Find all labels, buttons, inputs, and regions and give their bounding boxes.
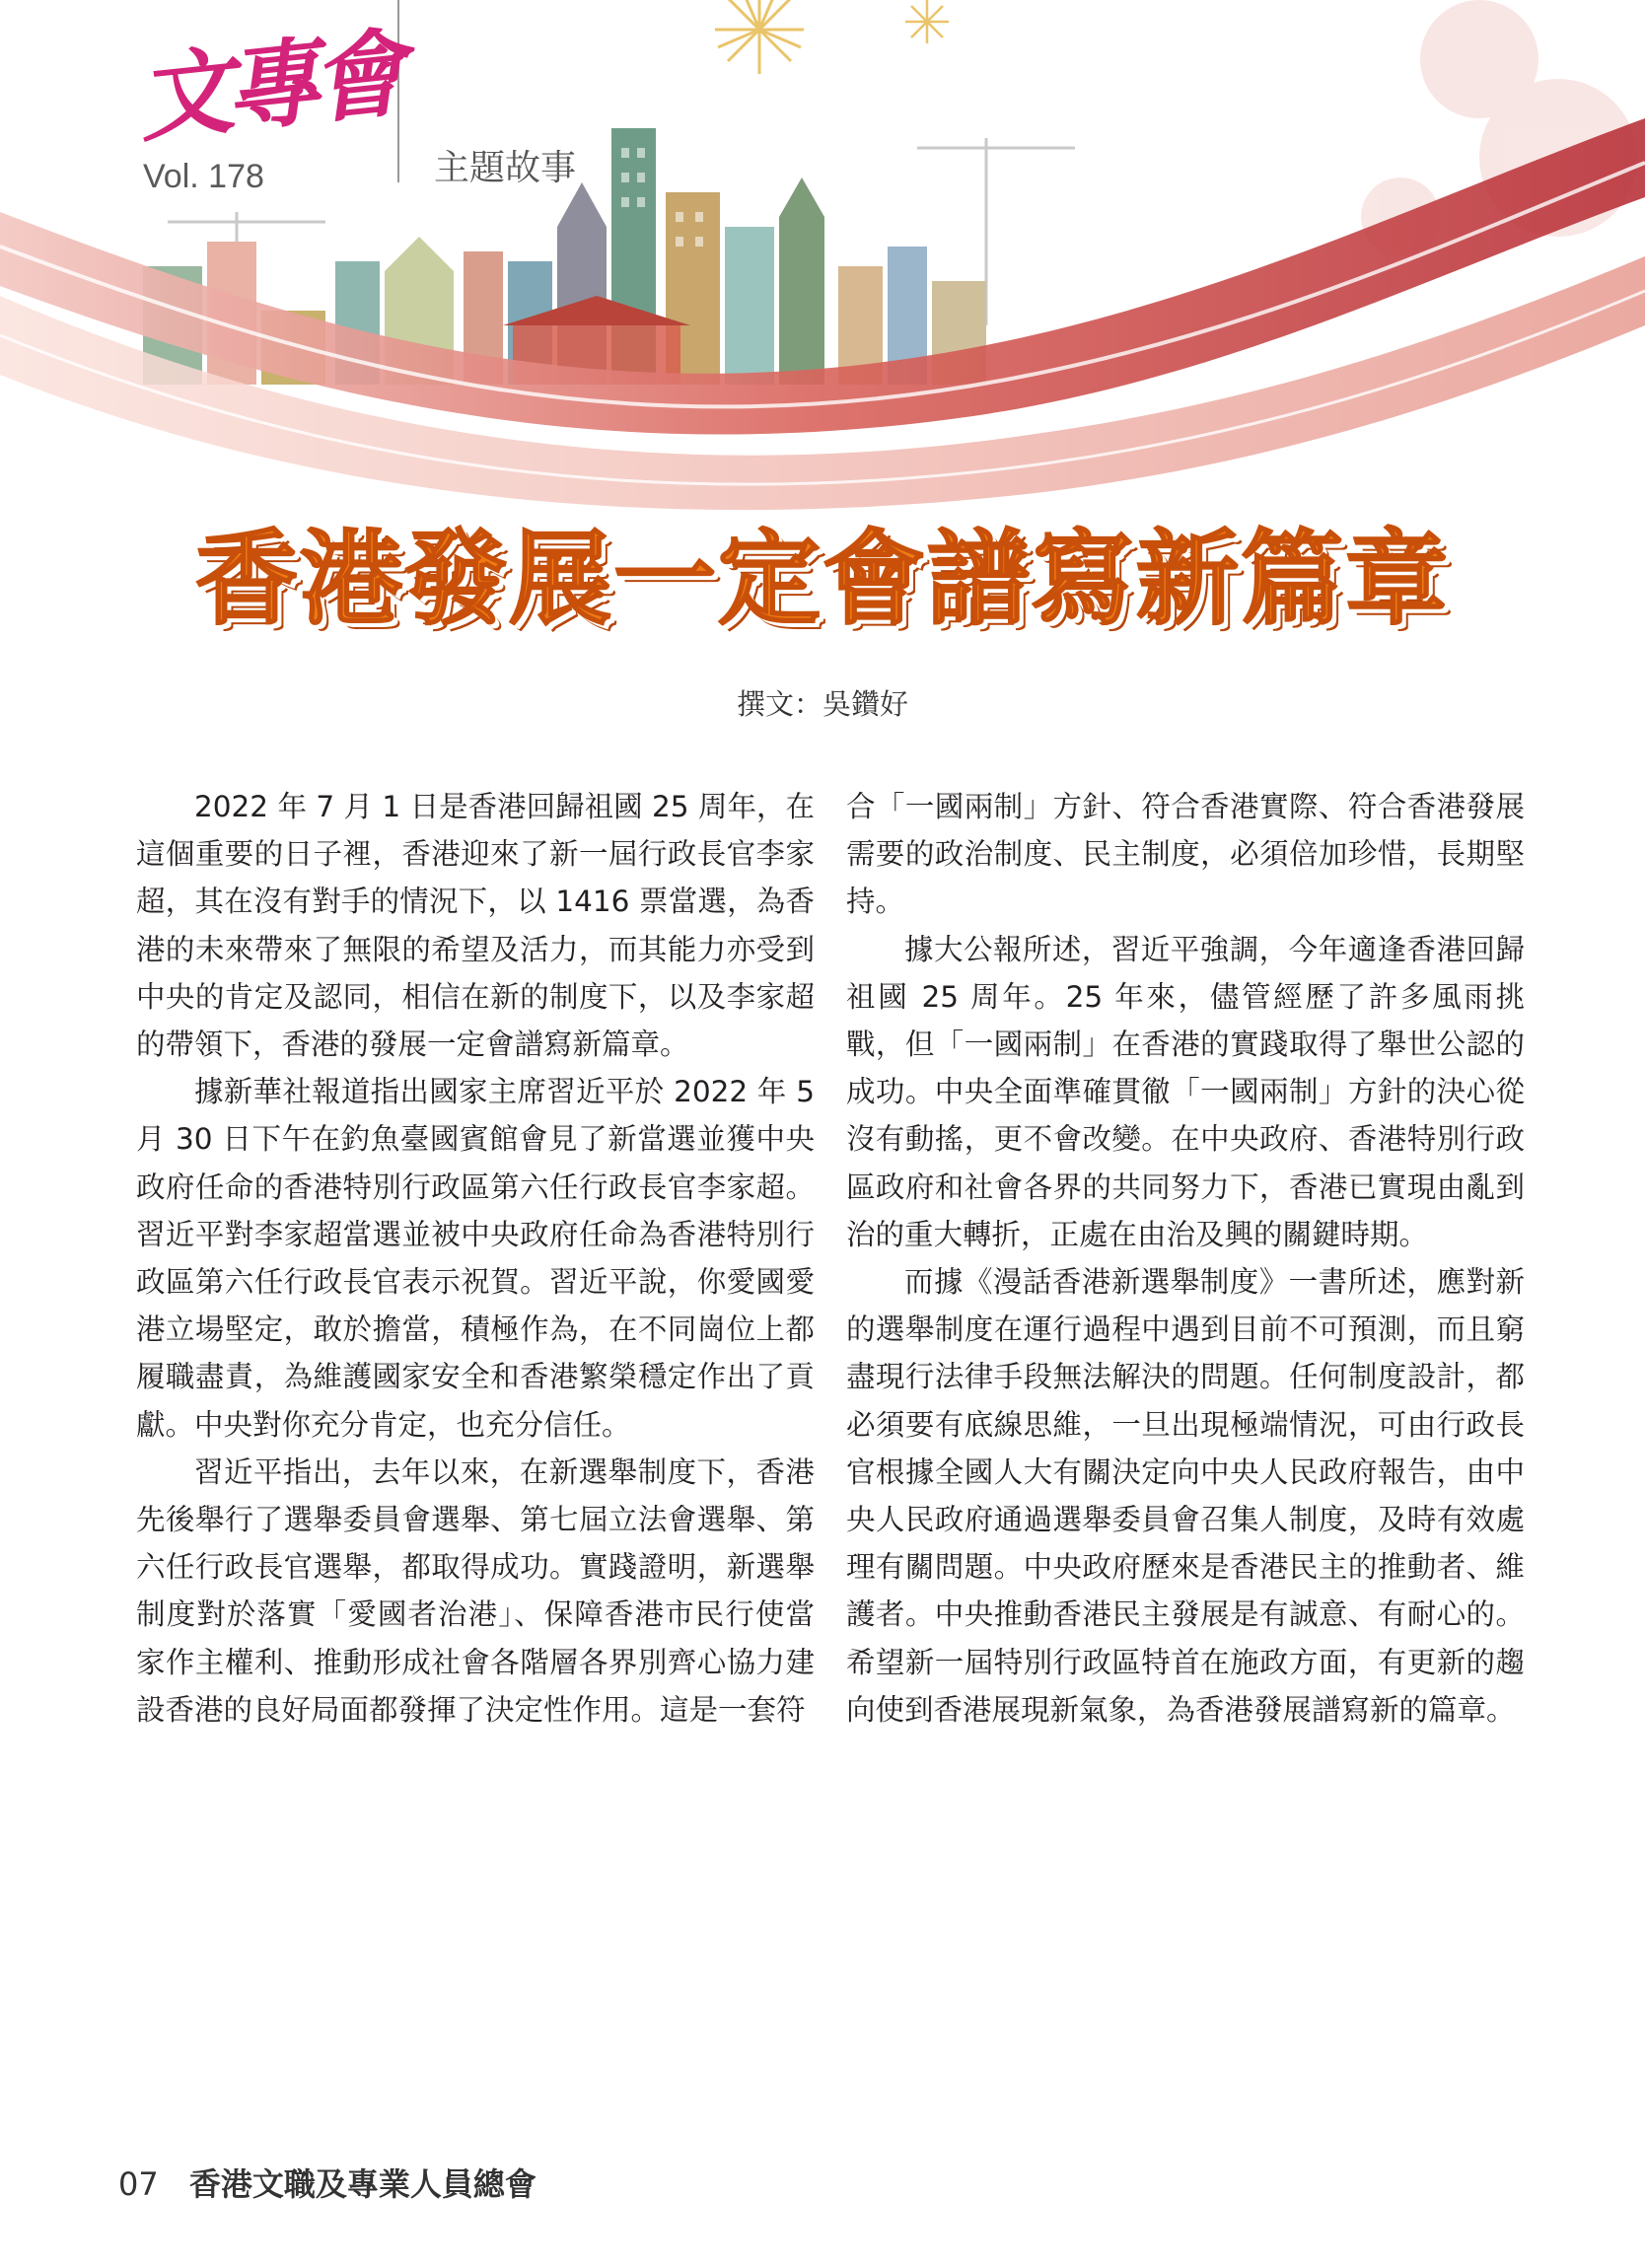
page-footer: [118, 2160, 536, 2205]
firework-icon: [715, 0, 949, 74]
volume-number: Vol. 178: [143, 158, 264, 195]
article-column-right: [846, 783, 1525, 1734]
paragraph-continuation: 合「一國兩制」方針、符合香港實際、符合香港發展需要的政治制度、民主制度，必須倍加珍惜，長期堅持。: [846, 790, 1525, 919]
paragraph: 據新華社報道指出國家主席習近平於 2022 年 5 月 30 日下午在釣魚臺國賓館會見了新當選並獲中央政府任命的香港特別行政區第六任行政長官李家超。習近平對李家超當選並被中央政府任命為香港特別行政區第六任行政長官表示祝賀。習近平說，你愛國愛港立場堅定，敢於擔當，積極作為，在不同崗位上都履職盡責，為維護國家安全和香港繁榮穩定作出了貢獻。中央對你充分肯定，也充分信任。: [136, 1075, 815, 1442]
magazine-logo: 文專會: [132, 17, 404, 156]
organization-name: 香港文職及專業人員總會: [188, 2165, 536, 2203]
paragraph: 而據《漫話香港新選舉制度》一書所述，應對新的選舉制度在運行過程中遇到目前不可預測，而且窮盡現行法律手段無法解決的問題。任何制度設計，都必須要有底線思維，一旦出現極端情況，可由行政長官根據全國人大有關決定向中央人民政府報告，由中央人民政府通過選舉委員會召集人制度，及時有效處理有關問題。中央政府歷來是香港民主的推動者、維護者。中央推動香港民主發展是有誠意、有耐心的。希望新一屆特別行政區特首在施政方面，有更新的趨向使到香港展現新氣象，為香港發展譜寫新的篇章。: [846, 1265, 1525, 1727]
article-column-left: [136, 783, 815, 1734]
paragraph: 據大公報所述，習近平強調，今年適逢香港回歸祖國 25 周年。25 年來，儘管經歷了許多風雨挑戰，但「一國兩制」在香港的實踐取得了舉世公認的成功。中央全面準確貫徹「一國兩制」方針的決心從沒有動搖，更不會改變。在中央政府、香港特別行政區政府和社會各界的共同努力下，香港已實現由亂到治的重大轉折，正處在由治及興的關鍵時期。: [846, 932, 1525, 1251]
paragraph: 習近平指出，去年以來，在新選舉制度下，香港先後舉行了選舉委員會選舉、第七屆立法會選舉、第六任行政長官選舉，都取得成功。實踐證明，新選舉制度對於落實「愛國者治港」、保障香港市民行使當家作主權利、推動形成社會各階層各界別齊心協力建設香港的良好局面都發揮了決定性作用。這是一套符: [136, 1454, 815, 1727]
byline: 撰文：吳鑽好: [736, 687, 908, 721]
article-title: 香港發展一定會譜寫新篇章: [194, 519, 1450, 639]
paragraph: 2022 年 7 月 1 日是香港回歸祖國 25 周年，在這個重要的日子裡，香港迎來了新一屆行政長官李家超，其在沒有對手的情況下，以 1416 票當選，為香港的未來帶來了無限的希望及活力，而其能力亦受到中央的肯定及認同，相信在新的制度下，以及李家超的帶領下，香港的發展一定會譜寫新篇章。: [136, 790, 815, 1062]
section-label: 主題故事: [434, 148, 577, 188]
page-number: 07: [118, 2165, 159, 2203]
